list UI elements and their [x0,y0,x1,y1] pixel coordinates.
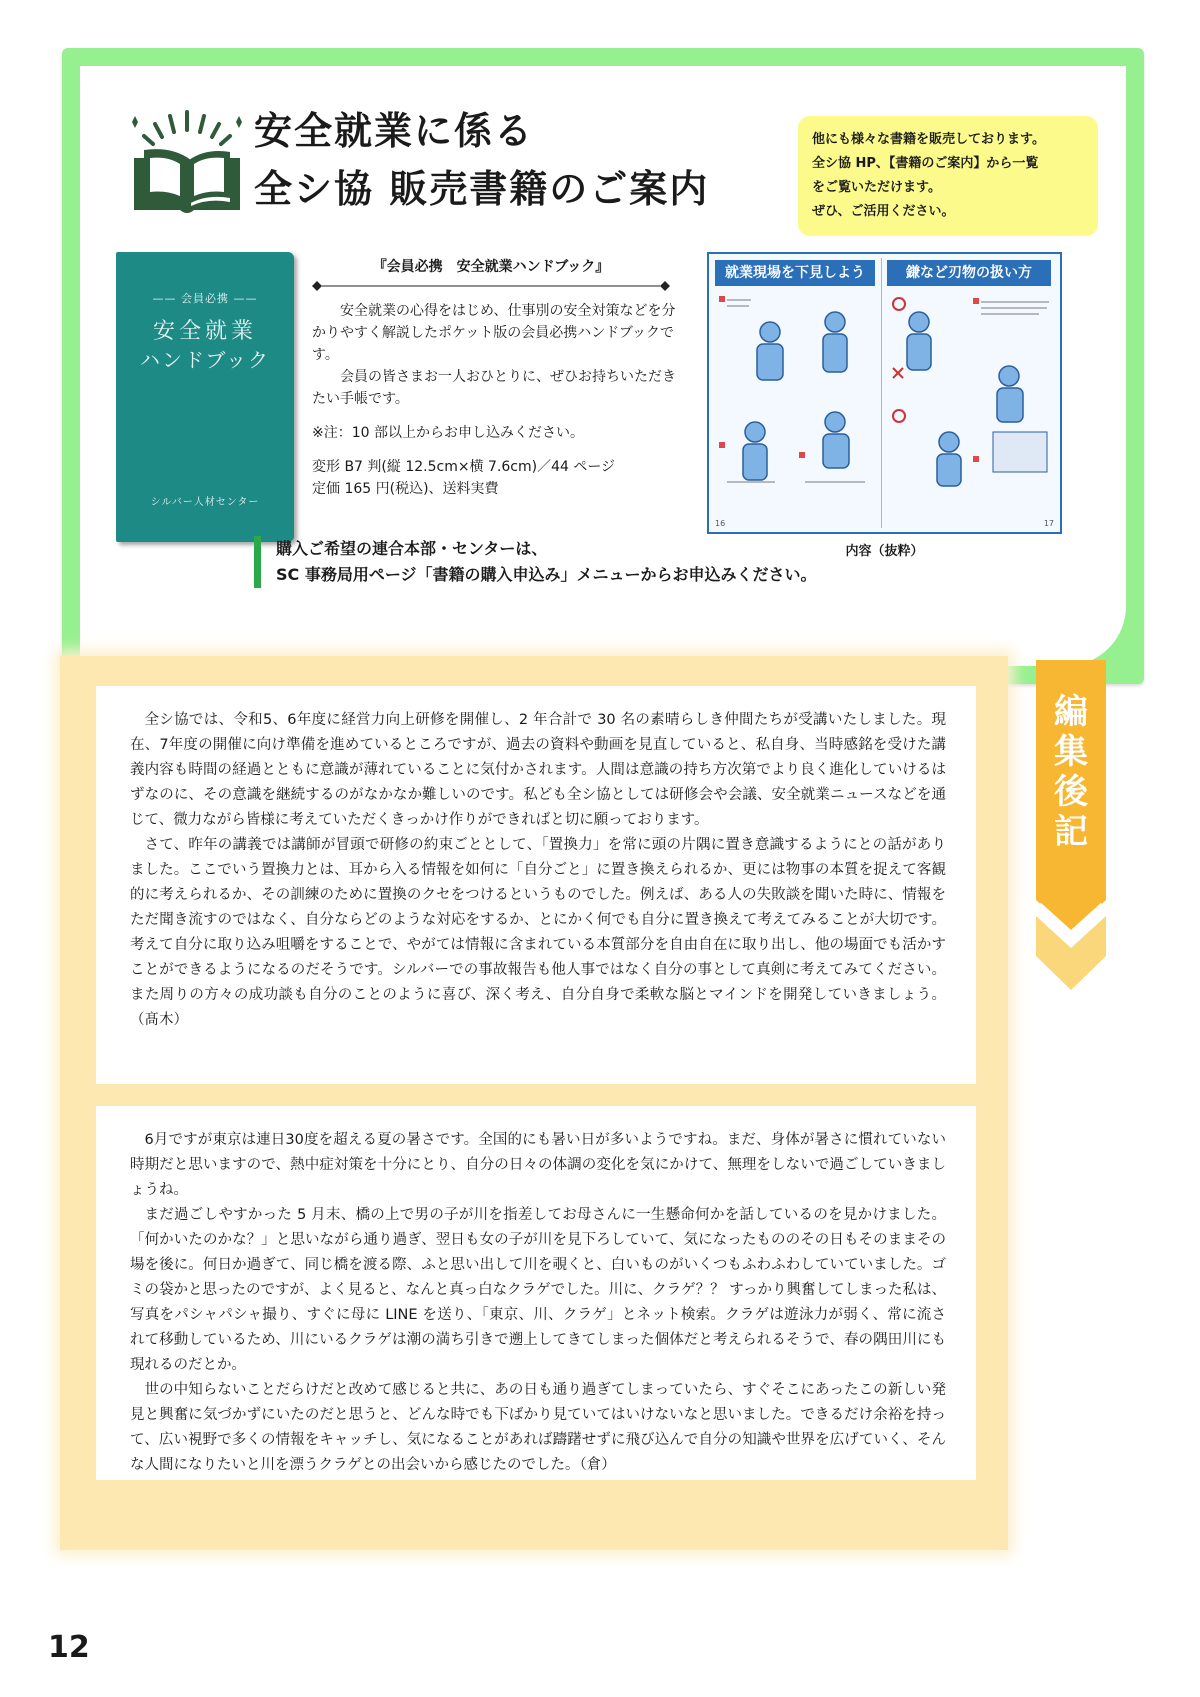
sample-header-right: 鎌など刃物の扱い方 [887,260,1051,286]
tab-char: 編 [1054,692,1088,732]
order-line-2: SC 事務局用ページ「書籍の購入申込み」メニューからお申込みください。 [276,565,817,584]
cover-publisher: シルバー人材センター [150,497,260,508]
notice-line: をご覧いただけます。 [812,180,941,195]
tab-char: 集 [1054,732,1088,772]
handbook-cover-image [116,252,294,542]
cover-title-line-2: ハンドブック [140,348,270,372]
order-instructions [276,536,817,588]
article-paragraph: まだ過ごしやすかった 5 月末、橋の上で男の子が川を指差してお母さんに一生懸命何かを話しているのを見かけました。「何かいたのかな？」と思いながら通り過ぎ、翌日も女の子が川を見下ろしていて、気になったもののその日もそのままその場を後に。何日か過ぎて、同じ橋を渡る際、ふと思い出して川を覗くと、白いものがいくつもふわふわしていていました。ゴミの袋かと思ったのですが、よく見ると、なんと真っ白なクラゲでした。川に、クラゲ？？ すっかり興奮してしまった私は、写真をパシャパシャ撮り、すぐに母に LINE を送り、「東京、川、クラゲ」とネット検索。クラゲは遊泳力が弱く、常に流されて移動しているため、川にいるクラゲは潮の満ち引きで遡上してきてしまった個体だと考えられるそうで、春の隅田川にも現れるのだとか。 [130,1207,946,1373]
editorial-article-2 [96,1106,976,1480]
editorial-tab-label [1036,692,1106,852]
handbook-title: 『会員必携 安全就業ハンドブック』 [372,259,610,275]
article-paragraph: 全シ協では、令和5、6年度に経営力向上研修を開催し、2 年合計で 30 名の素晴らしき仲間たちが受講いたしました。現在、7年度の開催に向け準備を進めているところですが、過去の資料や動画を見直していると、私自身、当時感銘を受けた講義内容も時間の経過とともに意識が薄れていることに気付かされます。人間は意識の持ち方次第でより良く進化していけるはずなのに、その意識を継続するのがなかなか難しいのです。私ども全シ協としては研修会や会議、安全就業ニュースなどを通じて、微力ながら皆様に考えていただくきっかけ作りができればと切に願っております。 [130,712,946,828]
description-paragraph: 会員の皆さまお一人おひとりに、ぜひお持ちいただきたい手帳です。 [312,369,676,407]
section-title [254,102,709,218]
sample-page-divider [881,258,882,528]
book-info-inner [80,66,1126,666]
notice-line: ぜひ、ご活用ください。 [812,204,955,219]
order-accent-bar [254,536,261,588]
open-book-icon [122,102,252,222]
worker-illustration-left [715,292,877,514]
article-paragraph: さて、昨年の講義では講師が冒頭で研修の約束ごととして、「置換力」を常に頭の片隅に置き意識するようにとの話がありました。ここでいう置換力とは、耳から入る情報を如何に「自分ごと」に置き換えられるか、更には物事の本質を捉えて客観的に考えられるか、その訓練のために置換のクセをつけるというものでした。例えば、ある人の失敗談を聞いた時に、情報をただ聞き流すのではなく、自分ならどのような対応をするか、とにかく何でも自分に置き換えて考えてみることが大切です。考えて自分に取り込み咀嚼をすることで、やがては情報に含まれている本質部分を自由自在に取り出し、他の場面でも活かすことができるようになるのだそうです。シルバーでの事故報告も他人事ではなく自分の事として真剣に考えてみてください。また周りの方々の成功談も自分のことのように喜び、深く考え、自分自身で柔軟な脳とマインドを開発していきましょう。（髙木） [130,837,946,1028]
order-quantity-note: ※注：10 部以上からお申し込みください。 [312,425,584,441]
notice-line: 他にも様々な書籍を販売しております。 [812,132,1045,147]
catalog-notice [798,116,1098,236]
tab-char: 記 [1054,812,1088,852]
worker-illustration-right [889,292,1055,514]
article-paragraph: 世の中知らないことだらけだと改めて感じると共に、あの日も通り過ぎてしまっていたら、すぐそこにあったこの新しい発見と興奮に気づかずにいたのだと思うと、どんな時でも下ばかり見ていてはいけないなと思いました。できるだけ余裕を持って、広い視野で多くの情報をキャッチし、気になることがあれば躊躇せずに飛び込んで自分の知識や世界を広げていく、そんな人間になりたいと川を漂うクラゲとの出会いから感じたのでした。（倉） [130,1382,946,1473]
price-line: 定価 165 円(税込)、送料実費 [312,481,499,497]
spec-line: 変形 B7 判(縦 12.5cm×横 7.6cm)／44 ページ [312,459,616,475]
handbook-content-sample [707,252,1062,534]
cover-top-label: —— 会員必携 —— [152,292,258,305]
notice-line: 全シ協 HP、【書籍のご案内】から一覧 [812,156,1039,171]
book-info-panel [62,48,1144,684]
title-divider [312,280,670,292]
title-line-2: 全シ協 販売書籍のご案内 [254,167,710,211]
order-line-1: 購入ご希望の連合本部・センターは、 [276,539,548,558]
editorial-article-1 [96,686,976,1084]
sample-caption: 内容（抜粋） [845,544,924,559]
page-number: 12 [48,1630,90,1665]
editorial-panel [60,656,1008,1550]
tab-char: 後 [1054,772,1088,812]
article-paragraph: 6月ですが東京は連日30度を超える夏の暑さです。全国的にも暑い日が多いようですね。まだ、身体が暑さに慣れていない時期だと思いますので、熱中症対策を十分にとり、自分の日々の体調の変化を気にかけて、無理をしないで過ごしていきましょうね。 [130,1132,946,1198]
sample-page-number-left: 16 [715,519,726,528]
sample-page-number-right: 17 [1043,519,1054,528]
sample-header-left: 就業現場を下見しよう [715,260,875,286]
title-line-1: 安全就業に係る [254,109,535,153]
cover-title-line-1: 安全就業 [152,319,257,344]
description-paragraph: 安全就業の心得をはじめ、仕事別の安全対策などを分かりやすく解説したポケット版の会員必携ハンドブックです。 [312,303,676,363]
handbook-description [312,300,682,500]
